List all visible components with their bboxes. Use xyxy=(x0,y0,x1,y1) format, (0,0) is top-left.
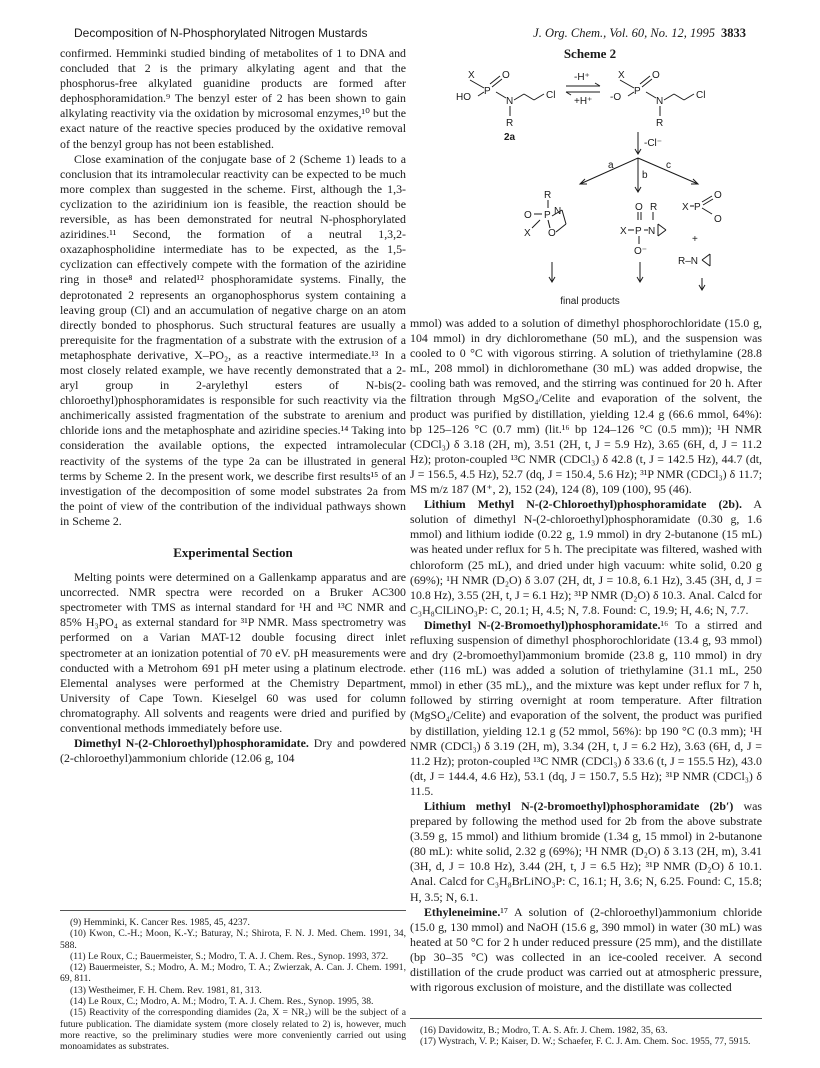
journal-citation: J. Org. Chem., Vol. 60, No. 12, 1995 xyxy=(533,26,715,40)
label-minus-o: -O xyxy=(610,92,622,103)
run-in-heading: Ethyleneimine. xyxy=(424,904,501,919)
paragraph-text: was prepared by following the method used for 2b from the above substrate (3.59 g, 15 mmol) and lithium bromide (1.34 g, 15 mmol) in 2-butanone (80 mL): white solid, 2.32 g (69%); ¹H NMR (D₂O) δ 3.13 (2H, m), 3.41 (3H, d, J = 10.8 Hz), 3.44 (2H, t, J = 6.5 Hz); ³¹P NMR (D₂O) δ 10.1. Anal. Calcd for C₃H₈BrLiNO₃P: C, 16.1; H, 3.6; N, 6.25. Found: C, 15.8; H, 3.5; N, 6.1. xyxy=(410,799,762,904)
footnotes-right xyxy=(410,1018,762,1048)
label-r: R xyxy=(544,190,552,201)
scheme-diagram xyxy=(440,46,740,308)
run-in-heading: Dimethyl N-(2-Bromoethyl)phosphoramidate. xyxy=(424,617,661,632)
label-n: N xyxy=(554,206,562,217)
label-n: N xyxy=(648,226,656,237)
label-p: P xyxy=(634,86,641,97)
paragraph xyxy=(410,799,762,905)
final-products-label: final products xyxy=(560,296,620,307)
label-plus-h: +H⁺ xyxy=(574,96,593,107)
label-o: O xyxy=(524,210,532,221)
label-o: O xyxy=(548,228,556,239)
label-o: O xyxy=(652,70,660,81)
label-o: O xyxy=(502,70,510,81)
label-x: X xyxy=(618,70,625,81)
paragraph-text: A solution of dimethyl N-(2-chloroethyl)phosphoramidate (0.30 g, 1.6 mmol) and lithium iodide (0.22 g, 1.9 mmol) in dry 2-butanone (15 mL) was heated under reflux for 5 h. The precipitate was filtered, washed with chloroform (25 mL), and dried under high vacuum: white solid, 0.20 g (69%); ¹H NMR (D₂O) δ 3.07 (2H, dt, J = 10.8, 6.1 Hz), 3.45 (3H, d, J = 10.8 Hz), 3.55 (2H, t, J = 6.1 Hz); ³¹P NMR (D₂O) δ 10.3. Anal. Calcd for C₃H₈ClLiNO₃P: C, 20.1; H, 4.5; N, 7.8. Found: C, 19.9; H, 4.6; N, 7.7. xyxy=(410,497,763,617)
paragraph: mmol) was added to a solution of dimethyl phosphorochloridate (15.0 g, 104 mmol) in dry dichloromethane (50 mL), and the suspension was cooled to 0 °C with vigorous stirring. A solution of triethylamine (28.8 mL, 208 mmol) in dichloromethane (30 mL) was added dropwise, the cooling bath was removed, and the stirring was continued for 20 h. After filtration through MgSO₄/Celite and evaporation of the solvent, the product was purified by distillation, yielding 12.4 g (66.6 mmol, 64%): bp 125–126 °C (0.7 mm) (lit.¹⁶ bp 124–126 °C (0.5 mm)); ¹H NMR (CDCl₃) δ 3.18 (2H, m), 3.51 (2H, t, J = 5.9 Hz), 3.65 (6H, d, J = 11.2 Hz); proton-coupled ¹³C NMR (CDCl₃) δ 42.8 (t, J = 142.5 Hz), 44.7 (dt, J = 156.5, 4.5 Hz), 52.7 (dq, J = 150.4, 5.6 Hz); ³¹P NMR (CDCl₃) δ 11.7; MS m/z 187 (M⁺, 2), 152 (24), 124 (8), 109 (100), 95 (46). xyxy=(410,316,762,497)
scheme-2 xyxy=(440,46,740,308)
paragraph-text: ¹⁷ A solution of (2-chloroethyl)ammonium chloride (15.0 g, 130 mmol) and NaOH (15.6 g, 390 mmol) in water (30 mL) was heated at 50 °C for 2 h under reduced pressure (25 mm), and the distillate (bp 30–35 °C) was collected in an ice-cooled receiver. A second distillation of the crude product was carried out at atmospheric pressure, with rigorous exclusion of moisture, and the distillate was collected xyxy=(410,904,762,995)
footnote: (17) Wystrach, V. P.; Kaiser, D. W.; Schaefer, F. C. J. Am. Chem. Soc. 1955, 77, 5915. xyxy=(420,1036,751,1048)
path-b: b xyxy=(642,170,648,181)
footnote: (15) Reactivity of the corresponding diamides (2a, X = NR₂) will be the subject of a future publication. The diamidate system (more closely related to 2) is, however, much more reactive, so the preliminary studies were more conveniently carried out using monoamidates as substrates. xyxy=(60,1007,406,1053)
running-head-journal xyxy=(533,26,746,41)
footnotes-left xyxy=(60,910,406,1053)
footnote: (11) Le Roux, C.; Bauermeister, S.; Modro, T. A. J. Chem. Res., Synop. 1993, 372. xyxy=(70,950,389,962)
label-minus-h: -H⁺ xyxy=(574,72,590,83)
label-p: P xyxy=(694,202,701,213)
run-in-heading: Lithium methyl N-(2-bromoethyl)phosphoramidate (2b′) xyxy=(424,799,734,813)
label-o: O xyxy=(714,190,722,201)
footnote: (16) Davidowitz, B.; Modro, T. A. S. Afr. J. Chem. 1982, 35, 63. xyxy=(420,1025,668,1036)
page-number: 3833 xyxy=(721,26,746,40)
label-o: O xyxy=(714,214,722,225)
label-cl: Cl xyxy=(546,90,556,101)
label-x: X xyxy=(468,70,475,81)
label-r: R xyxy=(506,118,514,129)
label-r: R xyxy=(656,118,664,129)
footnote: (13) Westheimer, F. H. Chem. Rev. 1981, 81, 313. xyxy=(70,984,262,996)
label-n: N xyxy=(656,96,664,107)
paragraph: confirmed. Hemminki studied binding of metabolites of 1 to DNA and concluded that 2 is the primary alkylating agent and that the phosphorus-free alkylated guanidine products are formed after dephosphoramidation.⁹ The benzyl ester of 2 has been shown to gain alkylating reactivity via the oxidation by microsomal enzymes,¹⁰ but the exact nature of the reactive species produced by the oxidative removal of the benzyl group has not been established. xyxy=(60,46,406,151)
running-head-title: Decomposition of N-Phosphorylated Nitrogen Mustards xyxy=(74,26,368,40)
path-c: c xyxy=(666,160,671,171)
right-column xyxy=(410,316,762,995)
label-o-minus: O⁻ xyxy=(634,246,648,257)
label-p: P xyxy=(484,86,491,97)
label-cl: Cl xyxy=(696,90,706,101)
label-n: N xyxy=(506,96,514,107)
label-x: X xyxy=(524,228,531,239)
label-x: X xyxy=(620,226,627,237)
footnote: (9) Hemminki, K. Cancer Res. 1985, 45, 4237. xyxy=(70,917,250,928)
footnote: (10) Kwon, C.-H.; Moon, K.-Y.; Baturay, N.; Shirota, F. N. J. Med. Chem. 1991, 34, 588. xyxy=(60,928,406,951)
label-o: O xyxy=(635,202,643,213)
label-minus-cl: -Cl⁻ xyxy=(644,138,663,149)
path-a: a xyxy=(608,160,614,171)
label-r-n: R–N xyxy=(678,256,699,267)
left-column xyxy=(60,46,406,766)
label-ho: HO xyxy=(456,92,471,103)
scheme-title: Scheme 2 xyxy=(563,46,617,61)
paragraph xyxy=(410,618,762,799)
footnote: (14) Le Roux, C.; Modro, A. M.; Modro, T. A. J. Chem. Res., Synop. 1995, 38. xyxy=(70,996,374,1008)
run-in-heading: Dimethyl N-(2-Chloroethyl)phosphoramidate. xyxy=(74,736,309,751)
paragraph: Melting points were determined on a Gallenkamp apparatus and are uncorrected. NMR spectra were recorded on a Bruker AC300 spectrometer with TMS as internal standard for ¹H and ¹³C NMR and 85% H₃PO₄ as external standard for ³¹P NMR. Mass spectrometry was performed on a Varian MAT-12 double focusing direct inlet spectrometer at an ionization potential of 70 eV. pH measurements were conducted with a Metrohom 691 pH meter using a platinum electrode. Elemental analyses were performed at the Chemistry Department, University of Cape Town. Kieselgel 60 was used for column chromatography. All solvents and reagents were dried and purified by conventional methods immediately before use. xyxy=(60,570,406,736)
paragraph xyxy=(410,497,762,618)
run-in-heading: Lithium Methyl N-(2-Chloroethyl)phosphoramidate (2b). xyxy=(424,497,742,512)
label-r: R xyxy=(650,202,658,213)
compound-label: 2a xyxy=(504,132,516,143)
label-x: X xyxy=(682,202,689,213)
paragraph: Close examination of the conjugate base of 2 (Scheme 1) leads to a conclusion that its intramolecular reactivity can be expected to be much more complex than suggested in the scheme. First, although the 1,3-cyclization to the aziridinium ion is feasible, the reaction should be reversible, as has been demonstrated for neutral N-phosphorylated aziridines.¹¹ Second, the formation of a neutral 1,3,2-oxazaphospholidine intermediate has to be expected, as the 1,5-cyclization can effectively compete with the formation of the aziridine ring in those⁸ and related¹² phosphoramidate systems. Finally, the deprotonated 2 represents an organophosphorus system containing a leaving group (Cl) and an accumulation of negative charge on an atom directly bonded to phosphorus. Such structural features are usually a prerequisite for the fragmentation of a substrate with the extrusion of a metaphosphate derivative, X–PO₂, as a reactive intermediate.¹³ In a most closely related example, we have recently demonstrated that a 2-aryl group in 2-arylethyl esters of N-bis(2-chloroethyl)phosphoramidates is responsible for such reactivity via the anchimerically assisted fragmentation of the substrate to arenium and chloride ions and the metaphosphate and aziridine species.¹⁴ Taking into consideration the available options, the expected intramolecular reactivity of the systems of the type 2a can be illustrated in general terms by Scheme 2. In the present work, we describe first results¹⁵ of an investigation of the decomposition of some model substrates 2a from the point of view of the contribution of the individual pathways shown in Scheme 2. xyxy=(60,151,406,528)
section-heading: Experimental Section xyxy=(173,545,293,560)
paragraph xyxy=(60,736,406,766)
paragraph xyxy=(410,905,762,996)
label-plus: + xyxy=(692,234,698,245)
label-p: P xyxy=(635,226,642,237)
footnote: (12) Bauermeister, S.; Modro, A. M.; Modro, T. A.; Zwierzak, A. Can. J. Chem. 1991, 69, 811. xyxy=(60,962,406,985)
label-p: P xyxy=(544,210,551,221)
paragraph-text: ¹⁶ To a stirred and refluxing suspension of dimethyl phosphorochloridate (13.4 g, 93 mmol) and dry (2-bromoethyl)ammonium bromide (23.8 g, 110 mmol) in dry ether (116 mL) was added a solution of triethylamine (31.1 mL, 250 mmol) in ether (35 mL),, and the mixture was kept under reflux for 7 h, followed by stirring overnight at room temperature. After filtration (MgSO₄/Celite) and evaporation of the solvent, the product was purified by distillation, yielding 12.1 g (52 mmol, 56%): bp 190 °C (0.3 mm); ¹H NMR (CDCl₃) δ 3.19 (2H, m), 3.34 (2H, t, J = 6.2 Hz), 3.63 (6H, d, J = 11.2 Hz); proton-coupled ¹³C NMR (CDCl₃) δ 33.6 (t, J = 155.5 Hz), 43.0 (dt, J = 144.4, 4.6 Hz), 53.1 (dq, J = 150.7, 5.5 Hz); ³¹P NMR (CDCl₃) δ 11.5. xyxy=(410,617,763,798)
paragraph-text: Dry and powdered (2-chloroethyl)ammonium chloride (12.06 g, 104 xyxy=(60,736,406,766)
